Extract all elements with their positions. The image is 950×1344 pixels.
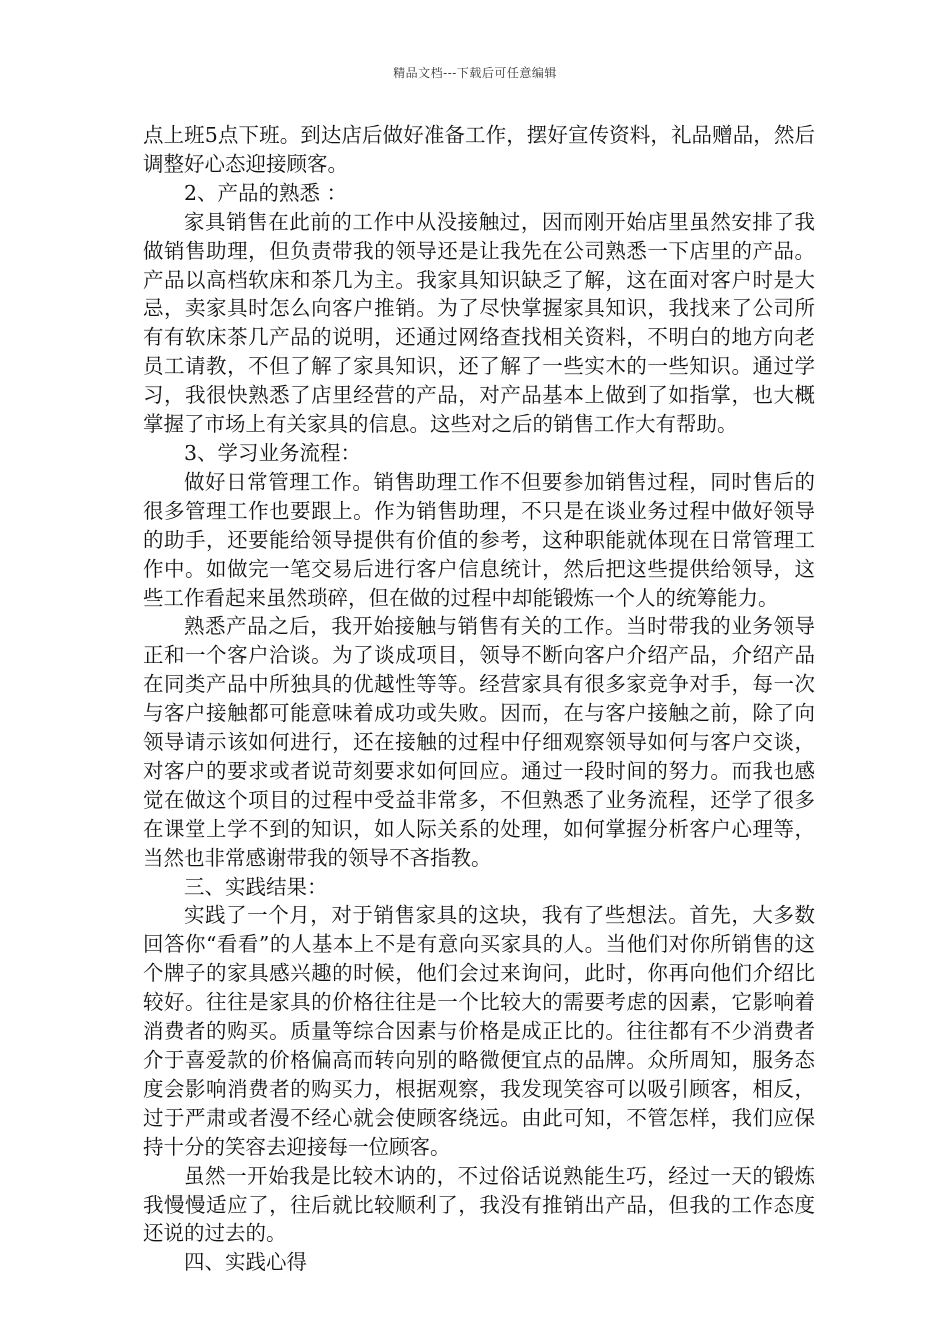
page-header: 精品文档---下载后可任意编辑 (393, 66, 557, 80)
section-heading: 3、学习业务流程： (184, 440, 362, 465)
paragraph: 实践了一个月，对于销售家具的这块，我有了些想法。首先，大多数回答你“看看”的人基本上不是有意向买家具的人。当他们对你所销售的这个牌子的家具感兴趣的时候，他们会过来询问，此时，你再向他们介绍比较好。往往是家具的价格往往是一个比较大的需要考虑的因素，它影响着消费者的购买。质量等综合因素与价格是成正比的。往往都有不少消费者介于喜爱款的价格偏高而转向别的略微便宜点的品牌。众所周知，服务态度会影响消费者的购买力，根据观察，我发现笑容可以吸引顾客，相反，过于严肃或者漫不经心就会使顾客绕远。由此可知，不管怎样，我们应保持十分的笑容去迎接每一位顾客。 (143, 903, 815, 1159)
paragraph: 点上班5点下班。到达店后做好准备工作，摆好宣传资料，礼品赠品，然后调整好心态迎接顾客。 (143, 123, 815, 176)
paragraph: 虽然一开始我是比较木讷的，不过俗话说熟能生巧，经过一天的锻炼我慢慢适应了，往后就比较顺利了，我没有推销出产品，但我的工作态度还说的过去的。 (143, 1163, 815, 1246)
section-heading: 四、实践心得 (184, 1250, 307, 1275)
paragraph: 做好日常管理工作。销售助理工作不但要参加销售过程，同时售后的很多管理工作也要跟上。作为销售助理，不只是在谈业务过程中做好领导的助手，还要能给领导提供有价值的参考，这种职能就体现在日常管理工作中。如做完一笔交易后进行客户信息统计，然后把这些提供给领导，这些工作看起来虽然琐碎，但在做的过程中却能锻炼一个人的统筹能力。 (143, 469, 815, 610)
section-heading: 三、实践结果： (184, 874, 328, 899)
document-body (143, 121, 815, 1277)
paragraph: 熟悉产品之后，我开始接触与销售有关的工作。当时带我的业务领导正和一个客户洽谈。为了谈成项目，领导不断向客户介绍产品，介绍产品在同类产品中所独具的优越性等等。经营家具有很多家竞争对手，每一次与客户接触都可能意味着成功或失败。因而，在与客户接触之前，除了向领导请示该如何进行，还在接触的过程中仔细观察领导如何与客户交谈，对客户的要求或者说苛刻要求如何回应。通过一段时间的努力。而我也感觉在做这个项目的过程中受益非常多，不但熟悉了业务流程，还学了很多在课堂上学不到的知识，如人际关系的处理，如何掌握分析客户心理等，当然也非常感谢带我的领导不吝指教。 (143, 614, 815, 870)
section-heading: 2、产品的熟悉 ： (184, 180, 348, 205)
paragraph: 家具销售在此前的工作中从没接触过，因而刚开始店里虽然安排了我做销售助理，但负责带我的领导还是让我先在公司熟悉一下店里的产品。产品以高档软床和茶几为主。我家具知识缺乏了解，这在面对客户时是大忌，卖家具时怎么向客户推销。为了尽快掌握家具知识，我找来了公司所有有软床茶几产品的说明，还通过网络查找相关资料，不明白的地方向老员工请教，不但了解了家具知识，还了解了一些实木的一些知识。通过学习，我很快熟悉了店里经营的产品，对产品基本上做到了如指掌，也大概掌握了市场上有关家具的信息。这些对之后的销售工作大有帮助。 (143, 209, 815, 437)
